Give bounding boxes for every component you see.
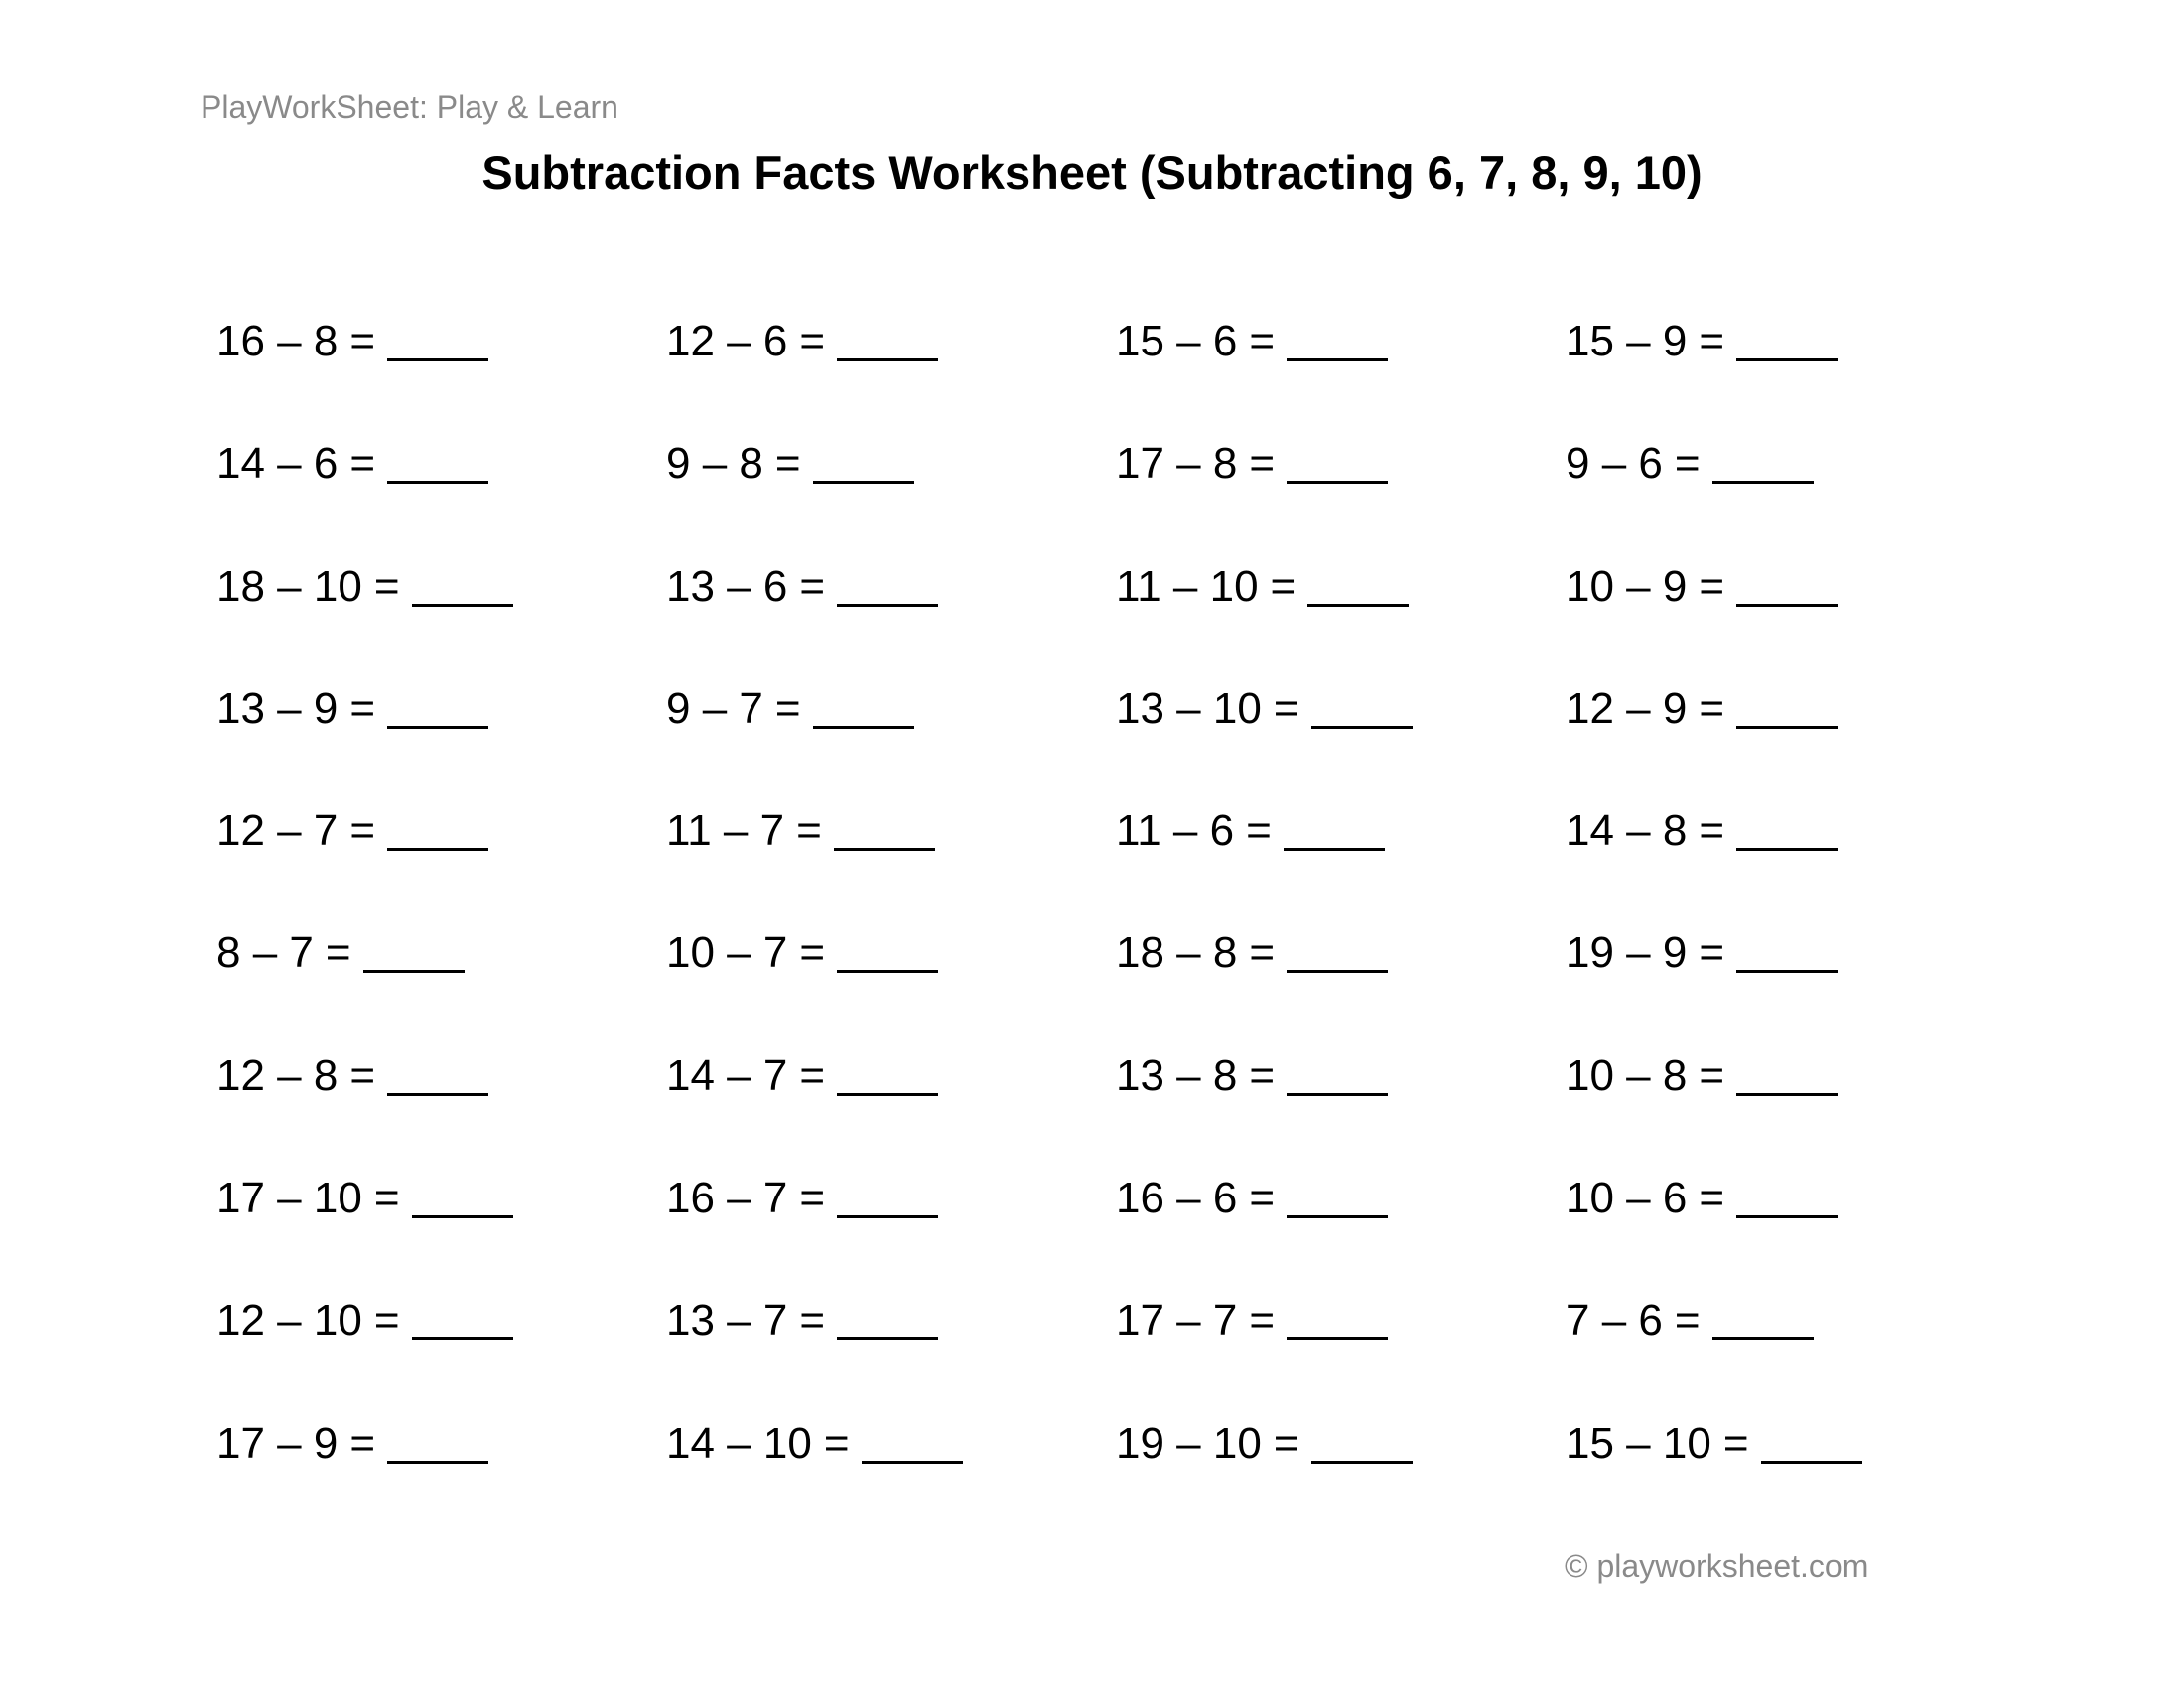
equals-sign: = (799, 317, 826, 365)
equals-sign: = (799, 561, 826, 611)
problem-item (1116, 310, 1566, 432)
problem-item (216, 677, 666, 799)
answer-blank[interactable] (813, 684, 914, 729)
problem-item (216, 1289, 666, 1411)
problem-expression: 8 – 7 (216, 928, 314, 978)
equals-sign: = (774, 439, 801, 489)
equals-sign: = (1270, 561, 1297, 611)
problem-item (1116, 799, 1566, 921)
problem-expression: 9 – 8 (666, 439, 763, 489)
answer-blank[interactable] (837, 1296, 938, 1340)
problem-item (666, 432, 1116, 554)
equals-sign: = (1699, 1174, 1725, 1223)
problem-expression: 9 – 7 (666, 683, 763, 733)
problem-item (666, 1412, 1116, 1534)
answer-blank[interactable] (1287, 928, 1388, 973)
problem-expression: 18 – 10 (216, 561, 362, 611)
problem-item (666, 921, 1116, 1044)
answer-blank[interactable] (813, 439, 914, 484)
equals-sign: = (349, 317, 376, 365)
problem-item (666, 1167, 1116, 1289)
problem-expression: 10 – 6 (1566, 1174, 1688, 1223)
problem-item (1566, 1167, 2015, 1289)
problem-expression: 7 – 6 (1566, 1296, 1663, 1345)
answer-blank[interactable] (363, 928, 465, 973)
problem-expression: 15 – 9 (1566, 317, 1688, 365)
equals-sign: = (823, 1418, 850, 1468)
answer-blank[interactable] (1311, 684, 1413, 729)
problem-expression: 12 – 10 (216, 1296, 362, 1345)
problem-item (1566, 432, 2015, 554)
problem-expression: 16 – 6 (1116, 1174, 1238, 1223)
answer-blank[interactable] (1307, 562, 1409, 607)
problem-item (1116, 1045, 1566, 1167)
equals-sign: = (1249, 1296, 1276, 1345)
answer-blank[interactable] (837, 562, 938, 607)
equals-sign: = (1674, 1296, 1701, 1345)
answer-blank[interactable] (387, 806, 488, 851)
answer-blank[interactable] (1287, 1174, 1388, 1218)
problem-expression: 10 – 7 (666, 928, 788, 978)
answer-blank[interactable] (412, 562, 513, 607)
equals-sign: = (1249, 1174, 1276, 1223)
problem-expression: 12 – 6 (666, 317, 788, 365)
problem-expression: 14 – 10 (666, 1418, 812, 1468)
equals-sign: = (1249, 439, 1276, 489)
equals-sign: = (1699, 1051, 1725, 1100)
problem-expression: 14 – 6 (216, 439, 339, 489)
answer-blank[interactable] (412, 1174, 513, 1218)
answer-blank[interactable] (1736, 806, 1838, 851)
problem-item (216, 921, 666, 1044)
problem-item (1116, 1289, 1566, 1411)
equals-sign: = (349, 1418, 376, 1468)
problem-expression: 17 – 7 (1116, 1296, 1238, 1345)
equals-sign: = (1246, 806, 1272, 856)
equals-sign: = (799, 1296, 826, 1345)
answer-blank[interactable] (1736, 1174, 1838, 1218)
answer-blank[interactable] (837, 1174, 938, 1218)
problem-expression: 14 – 8 (1566, 806, 1688, 856)
answer-blank[interactable] (387, 439, 488, 484)
problem-expression: 19 – 9 (1566, 928, 1688, 978)
answer-blank[interactable] (1736, 1052, 1838, 1096)
problem-item (216, 1045, 666, 1167)
problem-expression: 16 – 7 (666, 1174, 788, 1223)
equals-sign: = (799, 928, 826, 978)
problem-expression: 13 – 6 (666, 561, 788, 611)
problem-expression: 16 – 8 (216, 317, 339, 365)
problem-item (1566, 1289, 2015, 1411)
equals-sign: = (1699, 317, 1725, 365)
equals-sign: = (1249, 317, 1276, 365)
problem-expression: 14 – 7 (666, 1051, 788, 1100)
problem-item (216, 1412, 666, 1534)
problem-item (1116, 1167, 1566, 1289)
answer-blank[interactable] (837, 1052, 938, 1096)
problem-expression: 18 – 8 (1116, 928, 1238, 978)
equals-sign: = (774, 683, 801, 733)
equals-sign: = (325, 928, 351, 978)
answer-blank[interactable] (834, 806, 935, 851)
equals-sign: = (796, 806, 822, 856)
problem-expression: 11 – 7 (666, 806, 785, 856)
brand-header: PlayWorkSheet: Play & Learn (201, 89, 618, 125)
problem-item (1566, 555, 2015, 677)
answer-blank[interactable] (1736, 562, 1838, 607)
problem-expression: 17 – 8 (1116, 439, 1238, 489)
problem-item (666, 799, 1116, 921)
problem-expression: 11 – 6 (1116, 806, 1235, 856)
equals-sign: = (349, 806, 376, 856)
problem-item (666, 555, 1116, 677)
answer-blank[interactable] (1287, 1052, 1388, 1096)
problem-item (666, 677, 1116, 799)
problem-item (1116, 432, 1566, 554)
answer-blank[interactable] (1712, 439, 1814, 484)
problem-item (1116, 555, 1566, 677)
problem-expression: 15 – 10 (1566, 1418, 1711, 1468)
worksheet-title: Subtraction Facts Worksheet (Subtracting 6, 7, 8, 9, 10) (481, 146, 1703, 199)
problem-expression: 13 – 8 (1116, 1051, 1238, 1100)
problem-expression: 13 – 9 (216, 683, 339, 733)
problem-item (666, 1289, 1116, 1411)
equals-sign: = (349, 683, 376, 733)
equals-sign: = (1273, 1418, 1299, 1468)
equals-sign: = (799, 1051, 826, 1100)
problem-item (1566, 677, 2015, 799)
answer-blank[interactable] (1712, 1296, 1814, 1340)
answer-blank[interactable] (387, 684, 488, 729)
problem-expression: 12 – 7 (216, 806, 339, 856)
problem-item (666, 310, 1116, 432)
problem-item (216, 432, 666, 554)
copyright-footer: © playworksheet.com (1565, 1548, 1869, 1584)
answer-blank[interactable] (1287, 439, 1388, 484)
answer-blank[interactable] (1736, 684, 1838, 729)
equals-sign: = (799, 1174, 826, 1223)
equals-sign: = (1273, 683, 1299, 733)
equals-sign: = (349, 439, 376, 489)
problem-item (1566, 1045, 2015, 1167)
answer-blank[interactable] (837, 928, 938, 973)
problem-item (216, 1167, 666, 1289)
equals-sign: = (1249, 1051, 1276, 1100)
problem-item (1566, 1412, 2015, 1534)
problem-item (216, 555, 666, 677)
equals-sign: = (1249, 928, 1276, 978)
equals-sign: = (349, 1051, 376, 1100)
problem-expression: 10 – 9 (1566, 561, 1688, 611)
problem-item (1116, 677, 1566, 799)
equals-sign: = (1699, 683, 1725, 733)
answer-blank[interactable] (412, 1296, 513, 1340)
problem-item (1566, 799, 2015, 921)
problem-expression: 13 – 7 (666, 1296, 788, 1345)
answer-blank[interactable] (862, 1419, 963, 1464)
answer-blank[interactable] (387, 317, 488, 361)
problem-expression: 12 – 8 (216, 1051, 339, 1100)
equals-sign: = (1674, 439, 1701, 489)
equals-sign: = (1699, 561, 1725, 611)
answer-blank[interactable] (1284, 806, 1385, 851)
problem-grid (216, 310, 2015, 1534)
equals-sign: = (1699, 928, 1725, 978)
problem-expression: 17 – 9 (216, 1418, 339, 1468)
problem-expression: 9 – 6 (1566, 439, 1663, 489)
problem-expression: 19 – 10 (1116, 1418, 1262, 1468)
equals-sign: = (373, 1296, 400, 1345)
answer-blank[interactable] (1736, 317, 1838, 361)
problem-item (666, 1045, 1116, 1167)
problem-expression: 15 – 6 (1116, 317, 1238, 365)
equals-sign: = (1722, 1418, 1749, 1468)
problem-expression: 17 – 10 (216, 1174, 362, 1223)
equals-sign: = (1699, 806, 1725, 856)
equals-sign: = (373, 561, 400, 611)
answer-blank[interactable] (1311, 1419, 1413, 1464)
problem-item (1566, 310, 2015, 432)
answer-blank[interactable] (1287, 1296, 1388, 1340)
equals-sign: = (373, 1174, 400, 1223)
problem-item (216, 310, 666, 432)
problem-expression: 10 – 8 (1566, 1051, 1688, 1100)
problem-item (216, 799, 666, 921)
problem-expression: 11 – 10 (1116, 561, 1259, 611)
answer-blank[interactable] (1761, 1419, 1862, 1464)
answer-blank[interactable] (837, 317, 938, 361)
problem-item (1566, 921, 2015, 1044)
answer-blank[interactable] (1736, 928, 1838, 973)
answer-blank[interactable] (387, 1052, 488, 1096)
problem-expression: 13 – 10 (1116, 683, 1262, 733)
problem-expression: 12 – 9 (1566, 683, 1688, 733)
answer-blank[interactable] (1287, 317, 1388, 361)
problem-item (1116, 1412, 1566, 1534)
problem-item (1116, 921, 1566, 1044)
answer-blank[interactable] (387, 1419, 488, 1464)
